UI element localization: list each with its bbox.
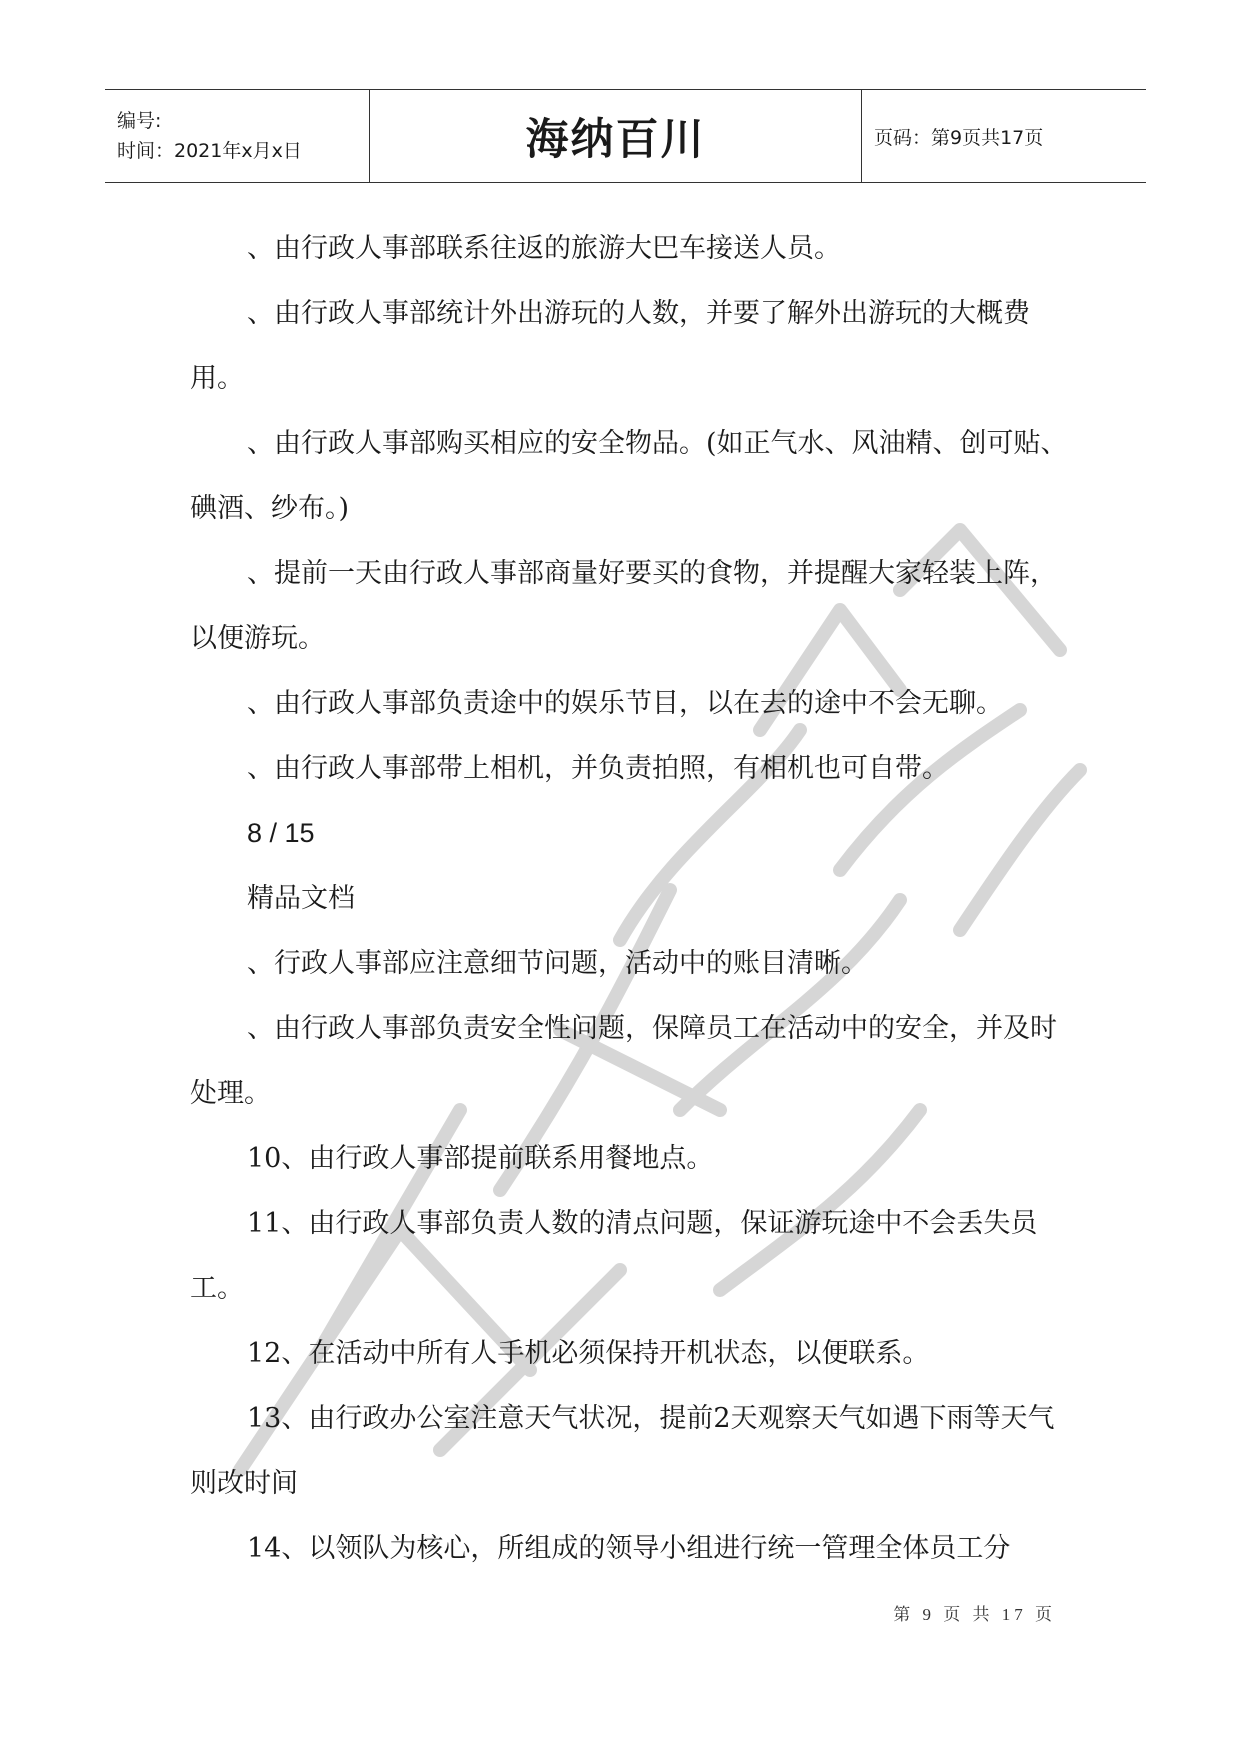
paragraph: 、提前一天由行政人事部商量好要买的食物，并提醒大家轻装上阵，以便游玩。 (190, 558, 1057, 654)
paragraph: 12、在活动中所有人手机必须保持开机状态，以便联系。 (247, 1338, 930, 1369)
paragraph: 、由行政人事部联系往返的旅游大巴车接送人员。 (247, 233, 841, 264)
paragraph: 、由行政人事部统计外出游玩的人数，并要了解外出游玩的大概费用。 (190, 298, 1030, 394)
header-title-cell (370, 90, 862, 182)
paragraph: 14、以领队为核心，所组成的领导小组进行统一管理全体员工分 (247, 1533, 1011, 1564)
header-meta-cell (105, 90, 370, 182)
header-title: 海纳百川 (525, 114, 706, 165)
document-body (190, 216, 1070, 1581)
page-marker: 8 / 15 (247, 818, 315, 848)
time-label: 时间：2021年x月x日 (117, 140, 302, 162)
paragraph: 、由行政人事部负责途中的娱乐节目，以在去的途中不会无聊。 (247, 688, 1003, 719)
paragraph: 、由行政人事部购买相应的安全物品。(如正气水、风油精、创可贴、碘酒、纱布。) (190, 428, 1068, 524)
header-page-cell (862, 90, 1146, 182)
paragraph: 精品文档 (247, 883, 355, 914)
paragraph: 、行政人事部应注意细节问题，活动中的账目清晰。 (247, 948, 868, 979)
footer-page-number: 第 9 页 共 17 页 (893, 1605, 1056, 1624)
serial-number-label: 编号: (117, 110, 162, 132)
paragraph: 13、由行政办公室注意天气状况，提前2天观察天气如遇下雨等天气则改时间 (190, 1403, 1055, 1499)
paragraph: 11、由行政人事部负责人数的清点问题，保证游玩途中不会丢失员工。 (190, 1208, 1038, 1304)
paragraph: 、由行政人事部负责安全性问题，保障员工在活动中的安全，并及时处理。 (190, 1013, 1057, 1109)
paragraph: 、由行政人事部带上相机，并负责拍照，有相机也可自带。 (247, 753, 949, 784)
header-page-label: 页码：第9页共17页 (874, 126, 1044, 149)
header-table (105, 89, 1146, 183)
paragraph: 10、由行政人事部提前联系用餐地点。 (247, 1143, 714, 1174)
